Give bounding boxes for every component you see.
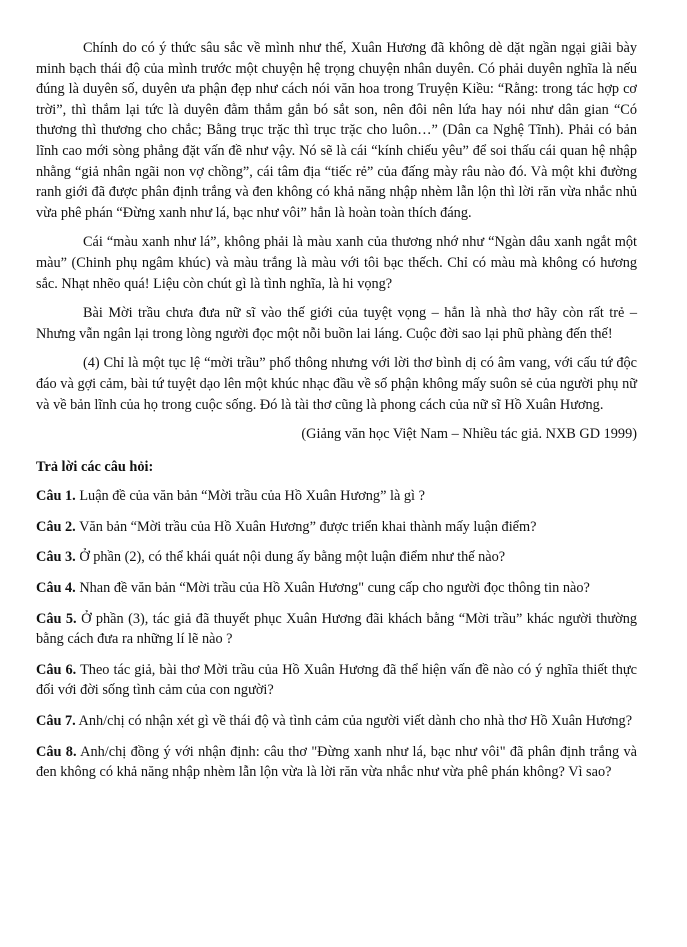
question-label: Câu 3. bbox=[36, 549, 76, 566]
question-label: Câu 6. bbox=[36, 661, 77, 678]
question-item bbox=[36, 547, 637, 568]
question-label: Câu 8. bbox=[36, 743, 77, 760]
passage-paragraph: (4) Chỉ là một tục lệ “mời trầu” phổ thông nhưng với lời thơ bình dị có âm vang, với cấu tứ độc đáo và gợi cảm, bài tứ tuyệt dạo lên một khúc nhạc đầu về số phận không mấy suôn sẻ của người phụ nữ và về bản lĩnh của họ trong cuộc sống. Đó là tài thơ cũng là phong cách của nữ sĩ Hồ Xuân Hương. bbox=[36, 355, 637, 413]
question-text: Theo tác giả, bài thơ Mời trầu của Hồ Xuân Hương đã thể hiện vấn đề nào có ý nghĩa thiết thực đối với đời sống tình cảm của con người? bbox=[36, 661, 637, 699]
question-text: Luận đề của văn bản “Mời trầu của Hồ Xuân Hương” là gì ? bbox=[79, 488, 425, 505]
question-text: Nhan đề văn bản “Mời trầu của Hồ Xuân Hương" cung cấp cho người đọc thông tin nào? bbox=[79, 580, 590, 597]
document-page bbox=[36, 38, 637, 793]
question-label: Câu 4. bbox=[36, 580, 76, 597]
question-text: Anh/chị có nhận xét gì về thái độ và tình cảm của người viết dành cho nhà thơ Hồ Xuân Hương? bbox=[78, 713, 633, 730]
passage-paragraph: Chính do có ý thức sâu sắc về mình như thế, Xuân Hương đã không dè dặt ngần ngại giãi bày minh bạch thái độ của mình trước một chuyện hệ trọng chuyện nhân duyên. Có phải duyên nghĩa là nếu đúng là duyên số, duyên ưa phận đẹp như cách nói văn hoa trong Truyện Kiều: “Rằng: trong tác hợp cơ trời”, thì thắm lại tức là duyên đằm thắm gắn bó sắt son, nên đôi nên lứa hay nói như dân gian “Có thương thì thương cho chắc; Bằng trục trặc thì trục trặc cho luôn…” (Dân ca Nghệ Tĩnh). Phải có bản lĩnh cao mới sòng phẳng đặt vấn đề như vậy. Nó sẽ là cái “kính chiếu yêu” để soi thấu cái quan hệ nhập nhằng “giả nhân ngãi non vợ chồng”, cái tâm địa “tiếc rẻ” của đấng mày râu nào đó. Và một khi đường ranh giới đã được phân định trắng và đen không có khả năng nhập nhèm lẫn lộn thì lời răn vừa nhắc nhủ vừa phê phán “Đừng xanh như lá, bạc như vôi” hẳn là hoàn toàn thích đáng. bbox=[36, 40, 637, 221]
question-label: Câu 1. bbox=[36, 488, 76, 505]
passage-paragraph: Bài Mời trầu chưa đưa nữ sĩ vào thế giới của tuyệt vọng – hẳn là nhà thơ hãy còn rất trẻ – Nhưng vẫn ngân lại trong lòng người đọc một nỗi buồn lai láng. Cuộc đời sao lại phũ phàng đến thế! bbox=[36, 305, 637, 342]
source-citation: (Giảng văn học Việt Nam – Nhiều tác giả. NXB GD 1999) bbox=[301, 426, 637, 443]
question-item bbox=[36, 578, 637, 599]
question-text: Ở phần (2), có thể khái quát nội dung ấy bằng một luận điểm như thế nào? bbox=[79, 549, 506, 566]
question-item bbox=[36, 742, 637, 783]
questions-heading: Trả lời các câu hỏi: bbox=[36, 458, 154, 475]
question-text: Ở phần (3), tác giả đã thuyết phục Xuân Hương đãi khách bằng “Mời trầu” khác người thường bằng cách đưa ra những lí lẽ nào ? bbox=[36, 610, 637, 648]
question-item bbox=[36, 711, 637, 732]
question-label: Câu 7. bbox=[36, 713, 76, 730]
question-label: Câu 5. bbox=[36, 610, 77, 627]
question-item bbox=[36, 660, 637, 701]
question-text: Văn bản “Mời trầu của Hồ Xuân Hương” được triển khai thành mấy luận điểm? bbox=[79, 518, 537, 535]
passage-paragraph: Cái “màu xanh như lá”, không phải là màu xanh của thương nhớ như “Ngàn dâu xanh ngắt một màu” (Chinh phụ ngâm khúc) và màu trắng là màu với tôi bạc thếch. Chỉ có màu mà không có hương sắc. Nhạt nhẽo quá! Liệu còn chút gì là tình nghĩa, là hi vọng? bbox=[36, 234, 637, 292]
question-label: Câu 2. bbox=[36, 518, 76, 535]
question-text: Anh/chị đồng ý với nhận định: câu thơ "Đừng xanh như lá, bạc như vôi" đã phân định trắng và đen không có khả năng nhập nhèm lẫn lộn vừa là lời răn vừa nhắc như vừa phê phán không? Vì sao? bbox=[36, 743, 637, 781]
question-item bbox=[36, 609, 637, 650]
question-item bbox=[36, 486, 637, 507]
question-item bbox=[36, 517, 637, 538]
